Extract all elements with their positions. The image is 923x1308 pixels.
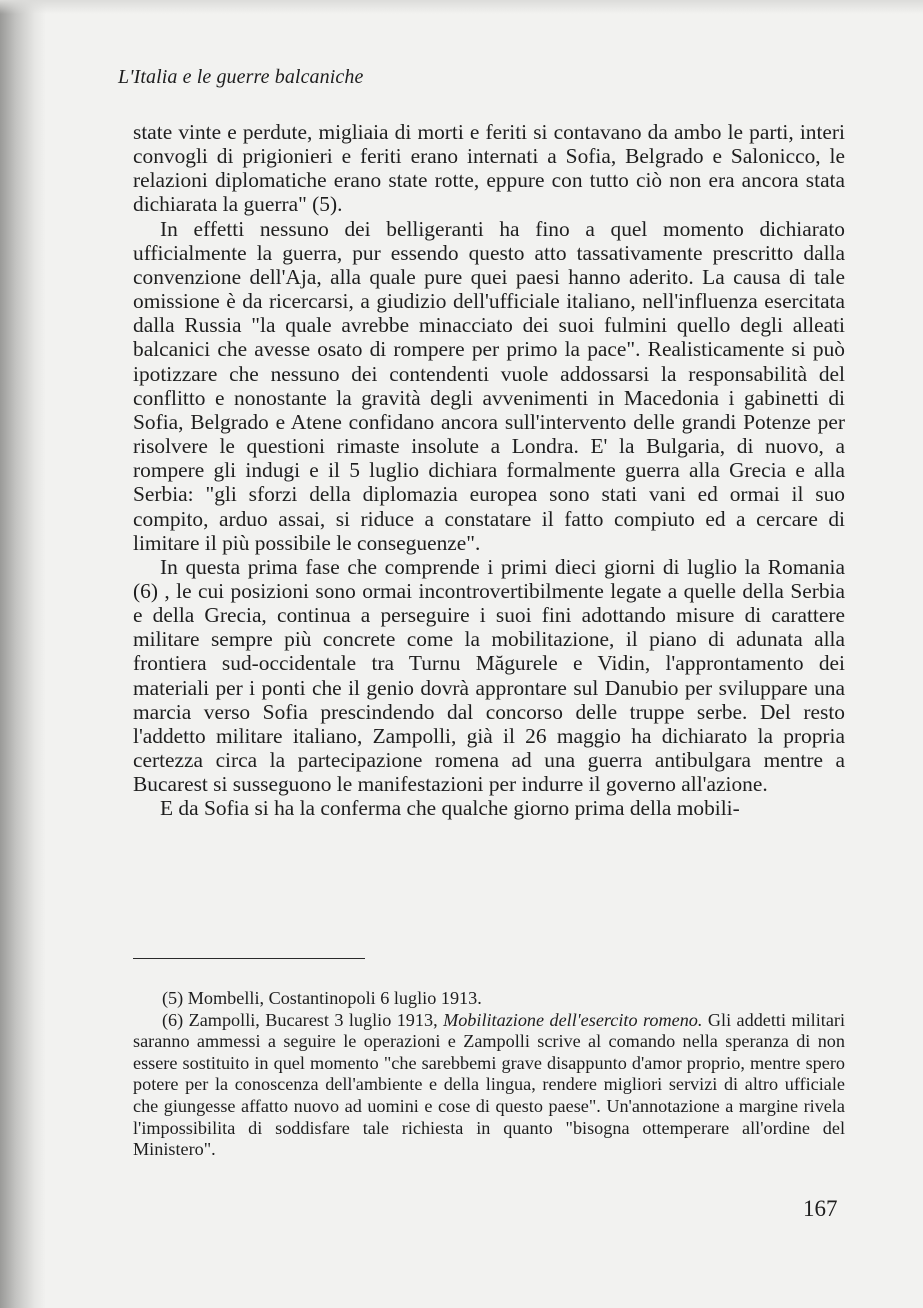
running-header: L'Italia e le guerre balcaniche xyxy=(118,66,364,88)
paragraph-2: In effetti nessuno dei belligeranti ha fino a quel momento dichiarato ufficialmente la guerra, pur essendo questo atto tassativamente prescritto dalla convenzione dell'Aja, alla quale pure quei paesi hanno aderito. La causa di tale omissione è da ricercarsi, a giudizio dell'ufficiale italiano, nell'influenza esercitata dalla Russia "la quale avrebbe minacciato dei suoi fulmini quello degli alleati balcanici che avesse osato di rompere per primo la pace". Realisticamente si può ipotizzare che nessuno dei contendenti vuole addossarsi la responsabilità del conflitto e nonostante la gravità degli avvenimenti in Macedonia i gabinetti di Sofia, Belgrado e Atene confidano ancora sull'intervento delle grandi Potenze per risolvere le questioni rimaste insolute a Londra. E' la Bulgaria, di nuovo, a rompere gli indugi e il 5 luglio dichiara formalmente guerra alla Grecia e alla Serbia: "gli sforzi della diplomazia europea sono stati vani ed ormai il suo compito, arduo assai, si riduce a constatare il fatto compiuto ed a cercare di limitare il più possibile le conseguenze". xyxy=(133,216,845,555)
footnote-6-lead: (6) Zampolli, Bucarest 3 luglio 1913, xyxy=(162,1009,444,1030)
paragraph-1: state vinte e perdute, migliaia di morti e feriti si contavano da ambo le parti, interi convogli di prigionieri e feriti erano internati a Sofia, Belgrado e Salonicco, le relazioni diplomatiche erano state rotte, eppure con tutto ciò non era ancora stata dichiarata la guerra" (5). xyxy=(133,120,845,217)
footnote-6 xyxy=(133,1010,845,1161)
footnote-5: (5) Mombelli, Costantinopoli 6 luglio 1913. xyxy=(162,988,482,1008)
page-top-shadow xyxy=(0,0,923,14)
page-binding-shadow xyxy=(0,0,46,1308)
page-number: 167 xyxy=(803,1196,838,1221)
body-text xyxy=(133,120,845,821)
paragraph-3: In questa prima fase che comprende i primi dieci giorni di luglio la Romania (6) , le cui posizioni sono ormai incontrovertibilmente legate a quelle della Serbia e della Grecia, continua a perseguire i suoi fini adottando misure di carattere militare sempre più concrete come la mobilitazione, il piano di adunata alla frontiera sud-occidentale tra Turnu Măgurele e Vidin, l'approntamento dei materiali per i ponti che il genio dovrà approntare sul Danubio per sviluppare una marcia verso Sofia prescindendo dal concorso delle truppe serbe. Del resto l'addetto militare italiano, Zampolli, già il 26 maggio ha dichiarato la propria certezza circa la partecipazione romena ad una guerra antibulgara mentre a Bucarest si susseguono le manifestazioni per indurre il governo all'azione. xyxy=(133,554,845,797)
paragraph-4: E da Sofia si ha la conferma che qualche giorno prima della mobili- xyxy=(160,796,740,821)
footnotes xyxy=(133,988,845,1161)
footnote-divider xyxy=(133,958,365,959)
footnote-6-text: Gli addetti militari saranno ammessi a seguire le operazioni e Zampolli scrive al comando nella speranza di non essere sostituito in quel momento "che sarebbemi grave disappunto d'amor proprio, mentre spero potere per la conoscenza dell'ambiente e della lingua, rendere migliori servizi di altro ufficiale che giungesse affatto nuovo ad uomini e cose di questo paese". Un'annotazione a margine rivela l'impossibilita di soddisfare tale richiesta in quanto "bisogna ottemperare all'ordine del Ministero". xyxy=(133,1009,845,1160)
footnote-6-title: Mobilitazione dell'esercito romeno. xyxy=(443,1009,703,1030)
